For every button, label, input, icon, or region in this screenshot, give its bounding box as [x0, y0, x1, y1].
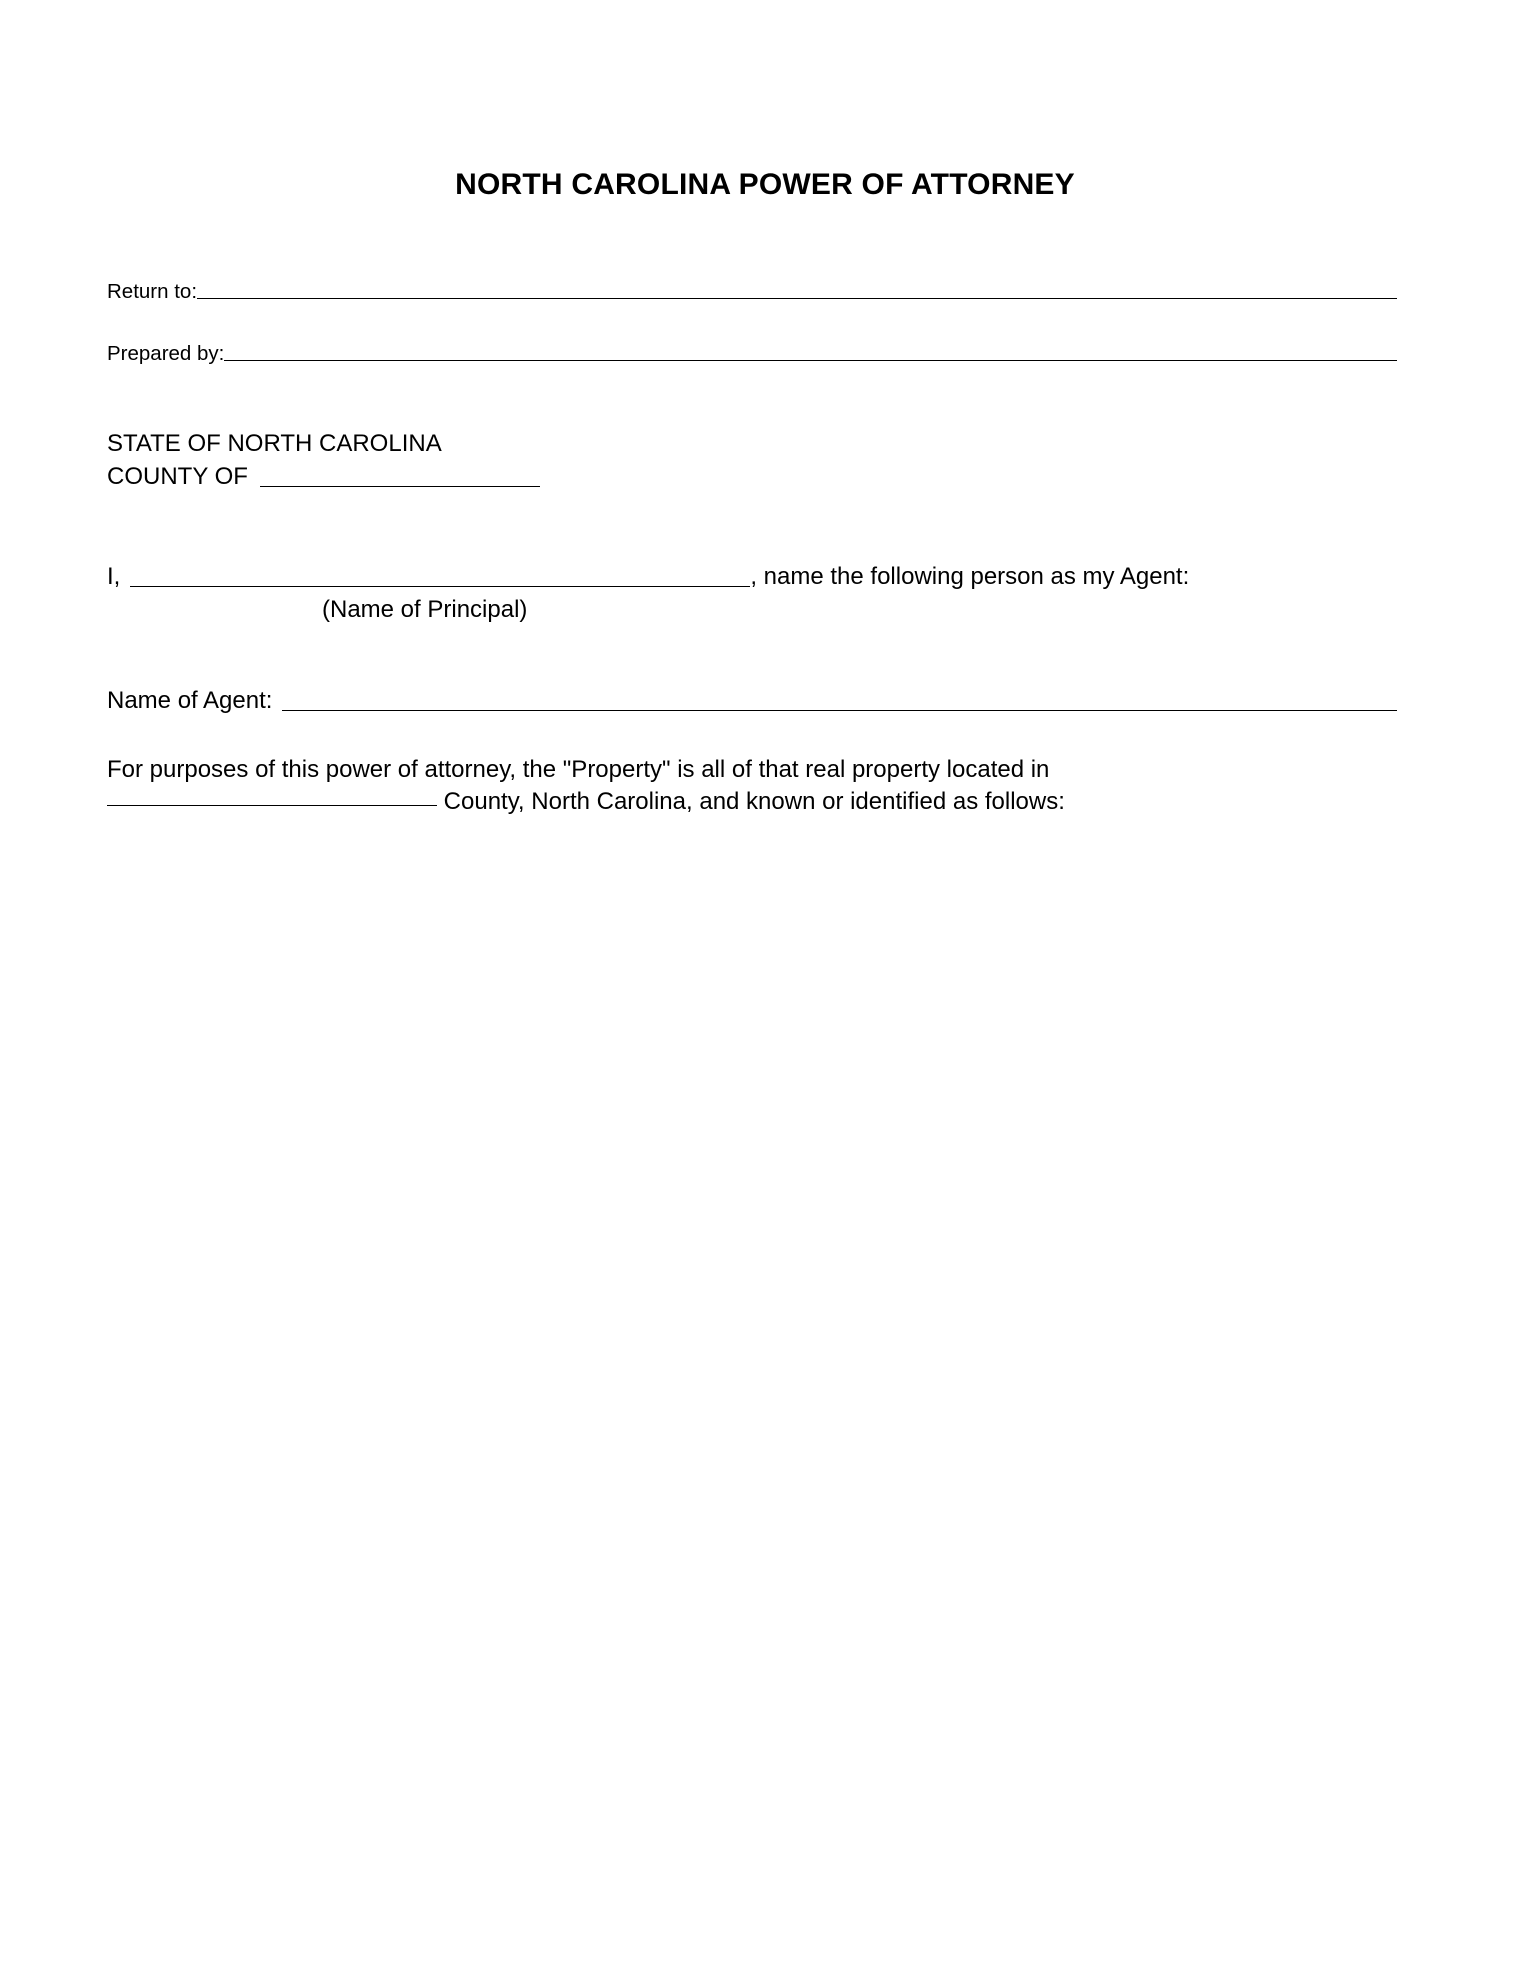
- prepared-by-input[interactable]: [224, 360, 1397, 361]
- spacer: [107, 716, 1397, 754]
- property-paragraph-part1: For purposes of this power of attorney, the "Property" is all of that real property located in: [107, 756, 1050, 783]
- principal-name-input[interactable]: [130, 586, 750, 587]
- return-to-input[interactable]: [197, 298, 1397, 299]
- spacer: [107, 492, 1397, 562]
- county-row: [107, 462, 1397, 492]
- principal-suffix-label: , name the following person as my Agent:: [750, 563, 1190, 590]
- agent-label: Name of Agent:: [107, 687, 273, 714]
- document-body: [107, 280, 1397, 818]
- return-to-label: Return to:: [107, 280, 198, 303]
- agent-row: [107, 686, 1397, 716]
- agent-name-input[interactable]: [282, 710, 1397, 711]
- spacer: [107, 304, 1397, 342]
- spacer: [107, 624, 1397, 686]
- principal-row: [107, 562, 1397, 592]
- property-paragraph: [107, 754, 1397, 818]
- county-of-label: COUNTY OF: [107, 463, 248, 490]
- property-paragraph-part2: County, North Carolina, and known or identified as follows:: [443, 788, 1065, 815]
- county-of-input[interactable]: [260, 486, 540, 487]
- state-line: STATE OF NORTH CAROLINA: [107, 430, 442, 457]
- prepared-by-row: [107, 342, 1397, 366]
- return-to-row: [107, 280, 1397, 304]
- principal-prefix-label: I,: [107, 563, 121, 590]
- spacer: [107, 366, 1397, 428]
- property-county-input[interactable]: [107, 805, 437, 806]
- prepared-by-label: Prepared by:: [107, 342, 225, 365]
- principal-caption: (Name of Principal): [322, 596, 528, 623]
- page-title: NORTH CAROLINA POWER OF ATTORNEY: [455, 168, 1075, 201]
